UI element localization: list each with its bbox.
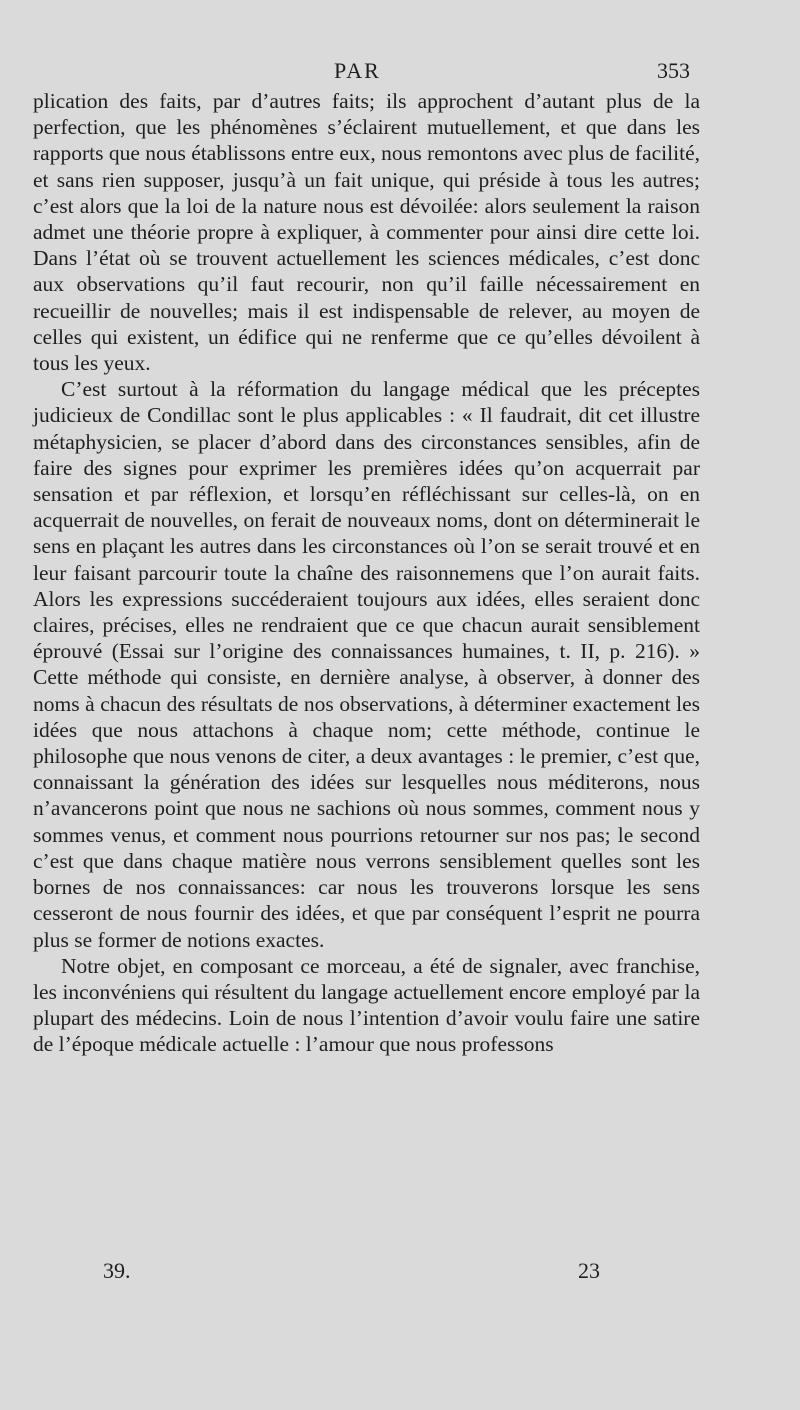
paragraph: C’est surtout à la réformation du langage médical que les préceptes judicieux de Condillac sont le plus applicables : « Il faudrait, dit cet illustre métaphysicien, se placer d’abord dans des circonstances sensibles, afin de faire des signes pour exprimer les premières idées qu’on acquerrait par sensation et par réflexion, et lorsqu’en réfléchissant sur celles-là, on en acquerrait de nouvelles, on ferait de nouveaux noms, dont on déterminerait le sens en plaçant les autres dans les circonstances où l’on se serait trouvé et en leur faisant parcourir toute la chaîne des raisonnemens que l’on aurait faits. Alors les expressions succéderaient toujours aux idées, elles seraient donc claires, précises, elles ne rendraient que ce que chacun aurait sensiblement éprouvé (Essai sur l’origine des connaissances humaines, t. II, p. 216). » Cette méthode qui consiste, en dernière analyse, à observer, à donner des noms à chacun des résultats de nos observations, à déterminer exactement les idées que nous attachons à chaque nom; cette méthode, continue le philosophe que nous venons de citer, a deux avantages : le premier, c’est que, connaissant la génération des idées sur lesquelles nous méditerons, nous n’avancerons point que nous ne sachions où nous sommes, comment nous y sommes venus, et comment nous pourrions retourner sur nos pas; le second c’est que dans chaque matière nous verrons sensiblement quelles sont les bornes de nos connaissances: car nous les trouverons lorsque les sens cesseront de nous fournir des idées, et que par conséquent l’esprit ne pourra plus se former de notions exactes. (33, 377, 700, 952)
running-head: PAR (334, 58, 381, 83)
signature-mark: 39. (103, 1258, 131, 1283)
paragraph: plication des faits, par d’autres faits; ils approchent d’autant plus de la perfection, que les phénomènes s’éclairent mutuellement, et que dans les rapports que nous établissons entre eux, nous remontons avec plus de facilité, et sans rien supposer, jusqu’à un fait unique, qui préside à tous les autres; c’est alors que la loi de la nature nous est dévoilée: alors seulement la raison admet une théorie propre à expliquer, à commenter pour ainsi dire cette loi. Dans l’état où se trouvent actuellement les sciences médicales, c’est donc aux observations qu’il faut recourir, non qu’il faille nécessairement en recueillir de nouvelles; mais il est indispensable de relever, au moyen de celles qui existent, un édifice qui ne renferme que ce qu’elles dévoilent à tous les yeux. (33, 89, 700, 376)
body-text (33, 88, 700, 1058)
page-number: 353 (657, 58, 690, 83)
sheet-number: 23 (578, 1258, 600, 1283)
page-header (0, 58, 800, 88)
page-footer (0, 1258, 800, 1288)
paragraph: Notre objet, en composant ce morceau, a été de signaler, avec franchise, les inconvéniens qui résultent du langage actuellement encore employé par la plupart des médecins. Loin de nous l’intention d’avoir voulu faire une satire de l’époque médicale actuelle : l’amour que nous professons (33, 953, 700, 1057)
